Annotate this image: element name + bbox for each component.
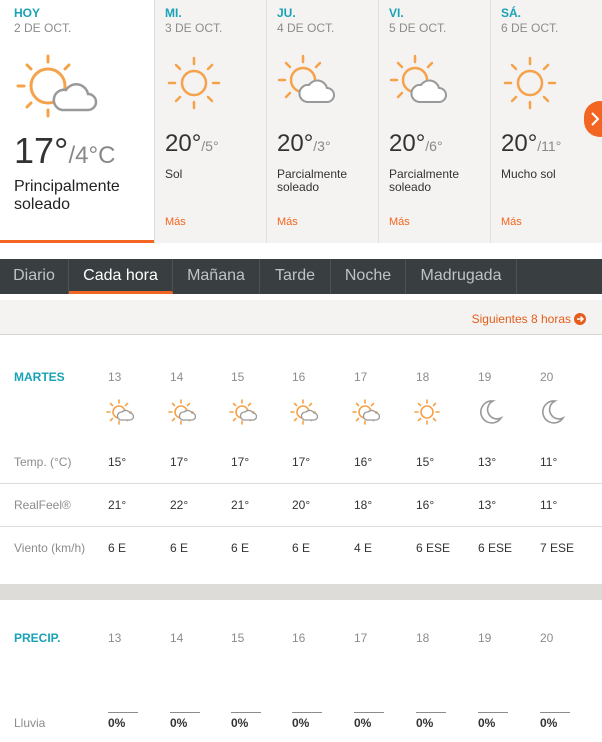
more-link[interactable]: Más [389,216,410,228]
day-date: 6 DE OCT. [501,21,559,35]
day-name: HOY [14,6,41,20]
wind-label: Viento (km/h) [14,541,86,555]
high-temp: 20° [501,130,538,157]
hour-label: 17 [354,631,368,645]
realfeel-value: 16° [416,498,435,512]
day-name: JU. [277,6,296,20]
day-temps [389,130,443,158]
rain-bar [416,712,446,713]
day-temps [14,130,115,172]
hour-label: 14 [170,370,184,384]
realfeel-value: 21° [108,498,127,512]
high-temp: 20° [165,130,202,157]
tab-tarde[interactable]: Tarde [260,259,331,294]
hour-label: 17 [354,370,368,384]
tab-madrugada[interactable]: Madrugada [406,259,517,294]
sun-cloud-icon [229,398,257,426]
sun-icon [165,54,223,112]
hour-label: 20 [540,370,554,384]
day-date: 5 DE OCT. [389,21,447,35]
tab-diario[interactable]: Diario [0,259,69,294]
wind-value: 7 ESE [540,541,575,555]
realfeel-value: 13° [478,498,497,512]
temp-label: Temp. (°C) [14,455,72,469]
sun-cloud-icon [168,398,196,426]
sun-cloud-icon [106,398,134,426]
section-separator [0,584,602,600]
rain-bar [231,712,261,713]
day-name: SÁ. [501,6,522,20]
day-phrase: Parcialmente soleado [389,167,460,194]
day-name: VI. [389,6,404,20]
rain-bar [478,712,508,713]
high-temp: 17° [14,130,69,171]
tab-noche[interactable]: Noche [331,259,406,294]
low-temp: /4°C [68,142,116,169]
hour-label: 16 [292,370,306,384]
hourly-nav-bar [0,300,602,335]
hour-label: 13 [108,631,122,645]
day-card[interactable] [378,0,491,243]
day-date: 3 DE OCT. [165,21,223,35]
tab-cada-hora[interactable]: Cada hora [69,259,173,294]
rain-bar [292,712,322,713]
temp-value: 15° [108,455,127,469]
daily-forecast-strip [0,0,602,243]
rain-label: Lluvia [14,716,46,730]
day-temps [277,130,331,158]
sun-cloud-icon [290,398,318,426]
high-temp: 20° [277,130,314,157]
moon-icon [476,398,504,426]
realfeel-value: 21° [231,498,250,512]
day-card-today[interactable] [0,0,154,243]
day-title: MARTES [14,370,65,384]
wind-value: 6 E [231,541,250,555]
day-phrase: Mucho sol [501,167,556,181]
more-link[interactable]: Más [277,216,298,228]
chevron-right-icon [590,112,600,126]
day-phrase: Parcialmente soleado [277,167,348,194]
hour-label: 19 [478,631,492,645]
wind-value: 6 E [170,541,189,555]
day-date: 2 DE OCT. [14,21,72,35]
row-divider [0,526,602,527]
rain-bar [108,712,138,713]
high-temp: 20° [389,130,426,157]
wind-value: 6 E [108,541,127,555]
more-link[interactable]: Más [165,216,186,228]
hour-label: 15 [231,631,245,645]
rain-value: 0% [540,716,558,730]
rain-value: 0% [292,716,310,730]
low-temp: /5° [201,138,219,154]
realfeel-value: 18° [354,498,373,512]
more-link[interactable]: Más [501,216,522,228]
rain-value: 0% [170,716,188,730]
day-phrase: Principalmente soleado [14,178,120,213]
hour-label: 14 [170,631,184,645]
day-date: 4 DE OCT. [277,21,335,35]
rain-value: 0% [231,716,249,730]
hour-label: 19 [478,370,492,384]
sun-cloud-icon [389,54,447,112]
day-temps [501,130,561,158]
sun-cloud-icon [12,52,98,124]
hour-label: 15 [231,370,245,384]
realfeel-value: 22° [170,498,189,512]
row-divider [0,483,602,484]
low-temp: /3° [313,138,331,154]
temp-value: 15° [416,455,435,469]
rain-value: 0% [416,716,434,730]
hour-label: 18 [416,631,430,645]
rain-value: 0% [354,716,372,730]
realfeel-value: 20° [292,498,311,512]
day-name: MI. [165,6,182,20]
day-phrase: Sol [165,167,183,181]
arrow-right-icon [574,313,586,325]
realfeel-value: 11° [540,498,558,512]
rain-value: 0% [478,716,496,730]
next-hours-link[interactable] [472,312,586,326]
moon-icon [538,398,566,426]
temp-value: 11° [540,455,558,469]
temp-value: 16° [354,455,373,469]
hour-label: 18 [416,370,430,384]
rain-bar [170,712,200,713]
day-temps [165,130,219,158]
hour-label: 13 [108,370,122,384]
rain-value: 0% [108,716,126,730]
day-card[interactable] [154,0,267,243]
wind-value: 4 E [354,541,373,555]
temp-value: 17° [170,455,189,469]
sun-icon [501,54,559,112]
wind-value: 6 ESE [478,541,513,555]
low-temp: /11° [537,138,562,154]
period-tabs [0,259,602,294]
tab-manana[interactable]: Mañana [173,259,260,294]
temp-value: 17° [231,455,250,469]
sun-cloud-icon [352,398,380,426]
rain-bar [540,712,570,713]
precip-title: PRECIP. [14,631,61,645]
temp-value: 13° [478,455,497,469]
next-hours-label: Siguientes 8 horas [471,312,571,326]
sun-icon [414,398,442,426]
hour-label: 16 [292,631,306,645]
hour-label: 20 [540,631,554,645]
wind-value: 6 E [292,541,311,555]
temp-value: 17° [292,455,311,469]
rain-bar [354,712,384,713]
wind-value: 6 ESE [416,541,451,555]
sun-cloud-icon [277,54,335,112]
low-temp: /6° [425,138,443,154]
day-card[interactable] [266,0,379,243]
realfeel-label: RealFeel® [14,498,71,512]
